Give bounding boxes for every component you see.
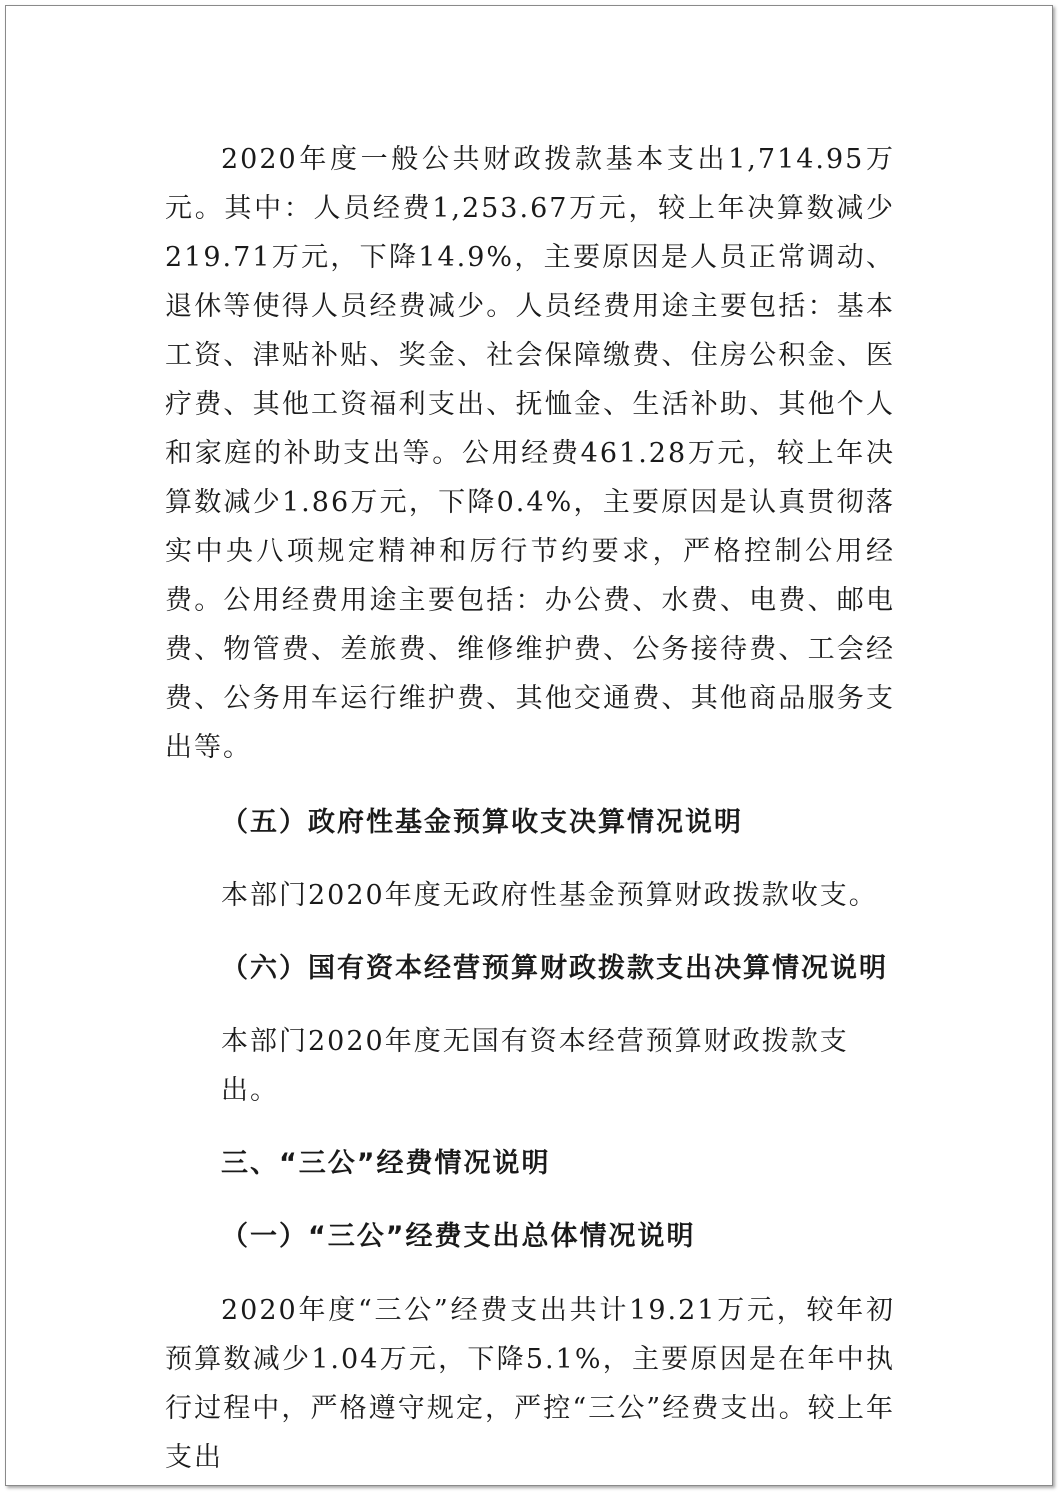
paragraph-three-public-expenditure: 2020年度“三公”经费支出共计19.21万元，较年初预算数减少1.04万元，下降5.1%，主要原因是在年中执行过程中，严格遵守规定，严控“三公”经费支出。较上年支出	[165, 1295, 895, 1473]
heading-state-capital: （六）国有资本经营预算财政拨款支出决算情况说明	[221, 953, 888, 984]
document-body	[165, 135, 895, 1482]
heading-government-fund: （五）政府性基金预算收支决算情况说明	[221, 807, 743, 838]
section-three-heading: 三、“三公”经费情况说明	[221, 1148, 551, 1179]
text-state-capital: 本部门2020年度无国有资本经营预算财政拨款支出。	[221, 1026, 849, 1106]
paragraph-basic-expenditure: 2020年度一般公共财政拨款基本支出1,714.95万元。其中：人员经费1,253.67万元，较上年决算数减少219.71万元，下降14.9%，主要原因是人员正常调动、退休等使得人员经费减少。人员经费用途主要包括：基本工资、津贴补贴、奖金、社会保障缴费、住房公积金、医疗费、其他工资福利支出、抚恤金、生活补助、其他个人和家庭的补助支出等。公用经费461.28万元，较上年决算数减少1.86万元，下降0.4%，主要原因是认真贯彻落实中央八项规定精神和厉行节约要求，严格控制公用经费。公用经费用途主要包括：办公费、水费、电费、邮电费、物管费、差旅费、维修维护费、公务接待费、工会经费、公务用车运行维护费、其他交通费、其他商品服务支出等。	[165, 144, 895, 763]
text-government-fund: 本部门2020年度无政府性基金预算财政拨款收支。	[221, 880, 878, 911]
subheading-three-public-overall: （一）“三公”经费支出总体情况说明	[221, 1221, 696, 1252]
